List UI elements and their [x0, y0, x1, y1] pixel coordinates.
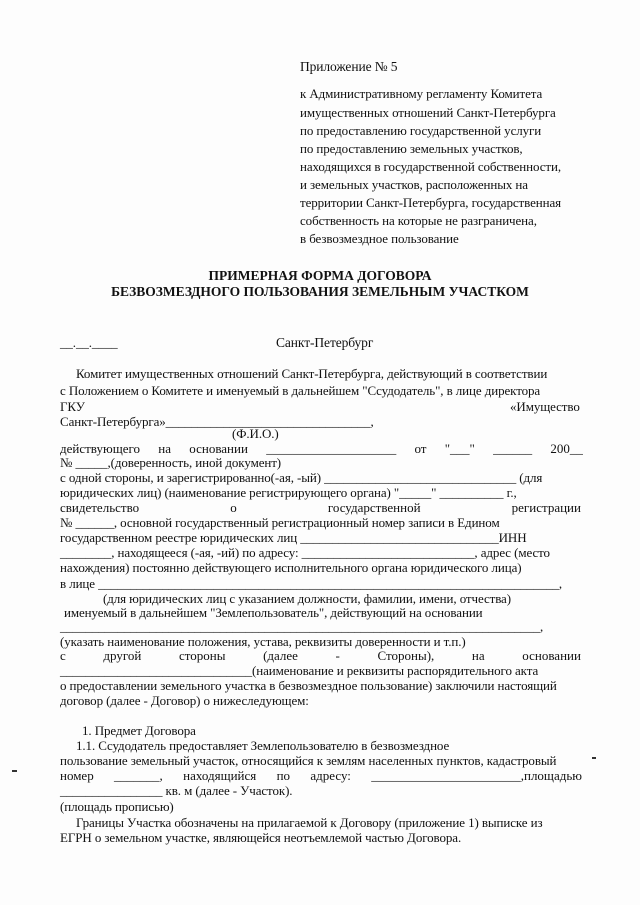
body-line: ЕГРН о земельном участке, являющейся неотъемлемой частью Договора. — [60, 830, 462, 845]
scan-mark — [12, 770, 17, 772]
body-line: № ______, основной государственный регистрационный номер записи в Едином — [60, 515, 500, 530]
appendix-line: имущественных отношений Санкт-Петербурга — [300, 105, 556, 120]
word: основании — [522, 648, 581, 663]
word: от — [414, 441, 427, 456]
body-line: нахождения) постоянно действующего исполнительного органа юридического лица) — [60, 560, 522, 575]
appendix-line: в безвозмездное пользование — [300, 231, 459, 246]
other-side-line — [60, 648, 581, 663]
word: - — [335, 648, 340, 663]
document-title: ПРИМЕРНАЯ ФОРМА ДОГОВОРА — [208, 268, 432, 283]
cadastral-line — [60, 768, 582, 783]
appendix-line: собственность на которые не разграничена, — [300, 213, 537, 228]
word: государственной — [327, 500, 421, 515]
word: на — [158, 441, 171, 456]
body-line: о предоставлении земельного участка в безвозмездное пользование) заключили настоящий — [60, 678, 557, 693]
body-line: именуемый в дальнейшем "Землепользователь", действующий на основании — [64, 605, 483, 620]
blank: ______ — [493, 441, 533, 456]
section-heading: 1. Предмет Договора — [82, 723, 196, 738]
appendix-line: по предоставлению государственной услуги — [300, 123, 542, 138]
word: действующего — [60, 441, 140, 456]
word: адресу: — [310, 768, 351, 783]
area-note: (площадь прописью) — [60, 799, 174, 814]
appendix-line: находящихся в государственной собственности, — [300, 159, 561, 174]
word: с — [60, 648, 66, 663]
body-line: Комитет имущественных отношений Санкт-Петербурга, действующий в соответствии — [76, 366, 548, 381]
blank: _______________________,площадью — [371, 768, 582, 783]
body-line: государственном реестре юридических лиц _______________________________ИНН — [60, 530, 527, 545]
body-line: с Положением о Комитете и именуемый в дальнейшем "Ссудодатель", в лице директора — [60, 383, 541, 398]
word: (далее — [263, 648, 298, 663]
body-line: в лице ________________________________________________________________________, — [60, 576, 563, 591]
word: стороны — [178, 648, 226, 663]
basis-note: (указать наименование положения, устава, реквизиты доверенности и т.п.) — [60, 634, 466, 649]
word: свидетельство — [60, 500, 140, 515]
appendix-line: и земельных участков, расположенных на — [300, 177, 528, 192]
body-line: 1.1. Ссудодатель предоставляет Землепользователю в безвозмездное — [76, 738, 450, 753]
person-note: (для юридических лиц с указанием должности, фамилии, имени, отчества) — [103, 591, 511, 606]
word: на — [471, 648, 485, 663]
blank: ____________________ — [266, 441, 397, 456]
word: номер — [60, 768, 94, 783]
word: основании — [189, 441, 248, 456]
certificate-line — [60, 500, 581, 515]
body-line: договор (далее - Договор) о нижеследующем: — [60, 693, 309, 708]
word: о — [230, 500, 237, 515]
fio-note: (Ф.И.О.) — [232, 426, 279, 441]
body-line: ___________________________________________________________________________, — [60, 619, 544, 634]
word: 200__ — [550, 441, 583, 456]
document-subtitle: БЕЗВОЗМЕЗДНОГО ПОЛЬЗОВАНИЯ ЗЕМЕЛЬНЫМ УЧАСТКОМ — [111, 284, 529, 299]
scan-mark — [592, 757, 596, 759]
acting-line — [60, 441, 583, 456]
body-line: ГКУ — [60, 399, 85, 414]
body-line: «Имущество — [510, 399, 580, 414]
date-placeholder: __.__.____ — [60, 335, 118, 350]
word: другой — [103, 648, 142, 663]
word: по — [276, 768, 291, 783]
blank: _______, — [114, 768, 163, 783]
body-line: пользование земельный участок, относящийся к землям населенных пунктов, кадастровый — [60, 753, 557, 768]
word: Стороны), — [377, 648, 435, 663]
body-line: с одной стороны, и зарегистрированно(-ая, -ый) ______________________________ (для — [60, 470, 543, 485]
appendix-line: к Административному регламенту Комитета — [300, 86, 543, 101]
body-line: Санкт-Петербурга»________________________________, — [60, 414, 374, 429]
body-line: ______________________________(наименование и реквизиты распорядительного акта — [60, 663, 539, 678]
appendix-line: территории Санкт-Петербурга, государственная — [300, 195, 562, 210]
body-line: ________, находящееся (-ая, -ий) по адресу: ___________________________, адрес (место — [60, 545, 550, 560]
blank: "___" — [444, 441, 475, 456]
body-line: Границы Участка обозначены на прилагаемой к Договору (приложение 1) выписке из — [76, 815, 543, 830]
word: находящийся — [183, 768, 257, 783]
body-line: юридических лиц) (наименование регистрирующего органа) "_____" __________ г., — [60, 485, 517, 500]
word: регистрации — [511, 500, 581, 515]
appendix-number: Приложение № 5 — [300, 59, 398, 74]
body-line: ________________ кв. м (далее - Участок). — [60, 783, 293, 798]
city: Санкт-Петербург — [276, 335, 374, 350]
appendix-line: по предоставлению земельных участков, — [300, 141, 523, 156]
body-line: № _____,(доверенность, иной документ) — [60, 455, 282, 470]
